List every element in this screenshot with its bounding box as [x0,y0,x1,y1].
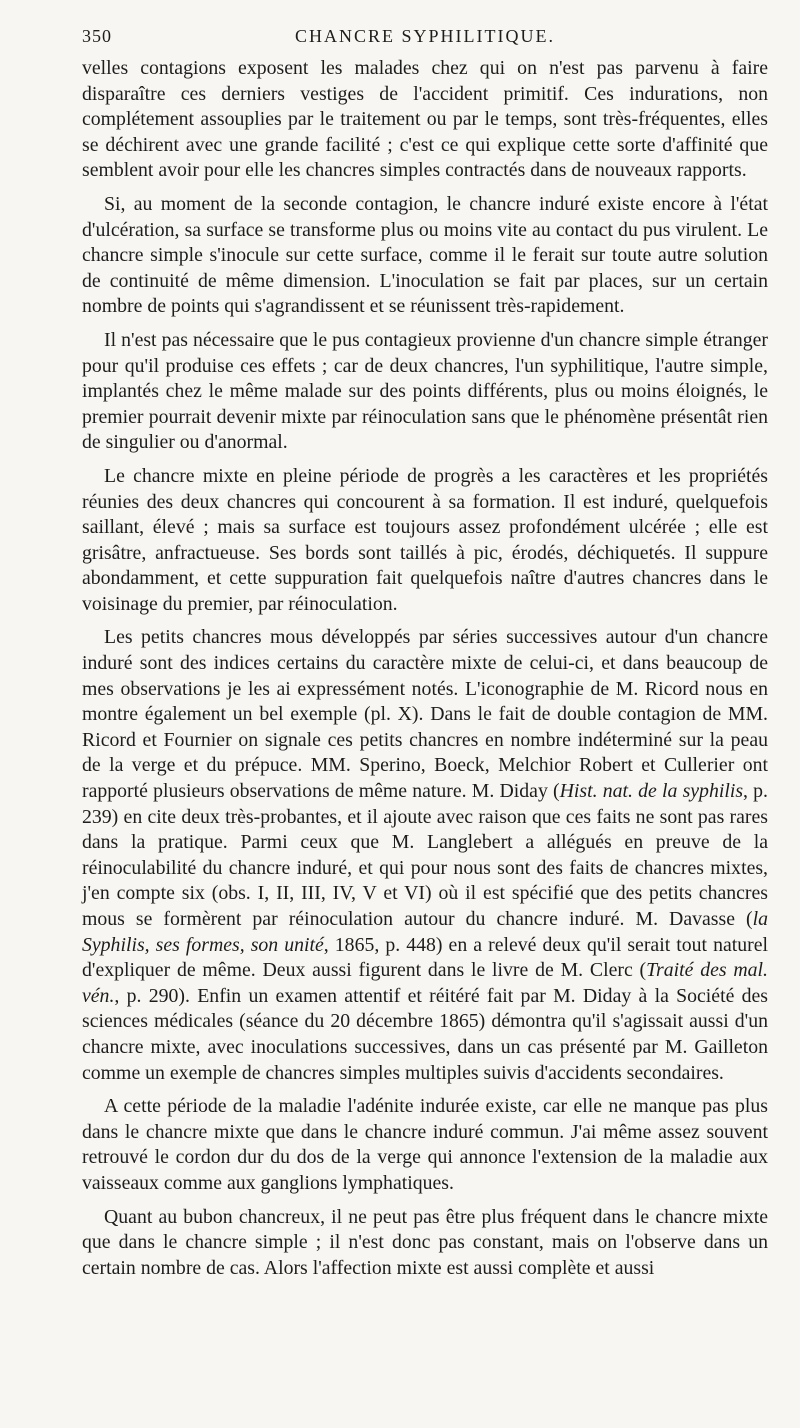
citation-title: Traité des mal. vén. [82,959,768,1007]
running-head [82,22,768,52]
book-page [82,22,768,1289]
citation-title: Hist. nat. de la syphilis [559,780,744,803]
paragraph-continuation: velles contagions exposent les malades chez qui on n'est pas parvenu à faire disparaître ces derniers vestiges de l'accident primitif. Ces indurations, non complétement assouplies par le traitement ou par le temps, sont très-fréquentes, elles se déchirent avec une grande facilité ; c'est ce qui explique cette sorte d'affinité que semblent avoir pour elle les chancres simples contractés dans de nouveaux rapports. [82,57,768,182]
text-run: Les petits chancres mous développés par séries successives autour d'un chancre induré sont des indices certains du caractère mixte de celui-ci, et dans beaucoup de mes observations je les ai expressément notés. L'iconographie de M. Ricord nous en montre également un bel exemple (pl. X). Dans le fait de double contagion de MM. Ricord et Fournier on signale ces petits chancres en nombre indéterminé sur la peau de la verge et du prépuce. MM. Sperino, Boeck, Melchior Robert et Cullerier ont rapporté plusieurs observations de même nature. M. Diday [82,626,768,803]
running-title: CHANCRE SYPHILITIQUE. [295,26,555,46]
page-number: 350 [82,26,112,46]
paragraph-second-contagion: Si, au moment de la seconde contagion, le chancre induré existe encore à l'état d'ulcération, sa surface se transforme plus ou moins vite au contact du pus virulent. Le chancre simple s'inocule sur cette surface, comme il le ferait sur toute autre solution de continuité de même dimension. L'inoculation se fait par places, sur un certain nombre de points qui s'agrandissent et se réunissent très-rapidement. [82,192,768,318]
text-run: , p. 239) en cite deux très-probantes, et il ajoute avec raison que ces faits ne sont pas rares dans la pratique. Parmi ceux que M. Langlebert a allégués en preuve de la réinoculabilité du chancre induré, et qui pour nous sont des faits de chancres mixtes, j'en compte six (obs. I, II, III, IV, V et VI) où il est spécifié que des petits chancres mous se formèrent par réinoculation autour du chancre induré. M. Davasse [82,780,768,930]
paragraph-soft-chancres-series: Les petits chancres mous développés par séries successives autour d'un chancre induré sont des indices certains du caractère mixte de celui-ci, et dans beaucoup de mes observations je les ai expressément notés. L'iconographie de M. Ricord nous en montre également un bel exemple (pl. X). Dans le fait de double contagion de MM. Ricord et Fournier on signale ces petits chancres en nombre indéterminé sur la peau de la verge et du prépuce. MM. Sperino, Boeck, Melchior Robert et Cullerier ont rapporté plusieurs observations de même nature. M. Diday (Hist. nat. de la syphilis, p. 239) en cite deux très-probantes, et il ajoute avec raison que ces faits ne sont pas rares dans la pratique. Parmi ceux que M. Langlebert a allégués en preuve de la réinoculabilité du chancre induré, et qui pour nous sont des faits de chancres mixtes, j'en compte six (obs. I, II, III, IV, V et VI) où il est spécifié que des petits chancres mous se formèrent par réinoculation autour du chancre induré. M. Davasse (la Syphilis, ses formes, son unité, 1865, p. 448) en a relevé deux qu'il serait tout naturel d'expliquer de même. Deux aussi figurent dans le livre de M. Clerc (Traité des mal. vén., p. 290). Enfin un examen attentif et réitéré fait par M. Diday à la Société des sciences médicales (séance du 20 décembre 1865) démontra qu'il s'agissait aussi d'un chancre mixte, avec inoculations successives, dans un cas présenté par M. Gailleton comme un exemple de chancres simples multiples suivis d'accidents secondaires. [82,626,768,1084]
paragraph-mixed-chancre-characters: Le chancre mixte en pleine période de progrès a les caractères et les propriétés réunies des deux chancres qui concourent à sa formation. Il est induré, quelquefois saillant, élevé ; mais sa surface est toujours assez profondément ulcérée ; elle est grisâtre, anfractueuse. Ses bords sont taillés à pic, érodés, déchiquetés. Il suppure abondamment, et cette suppuration fait quelquefois naître d'autres chancres dans le voisinage du premier, par réinoculation. [82,464,768,615]
citation-title: la Syphilis, ses formes, son unité [82,908,768,956]
paragraph-adenitis: A cette période de la maladie l'adénite indurée existe, car elle ne manque pas plus dans le chancre mixte que dans le chancre induré commun. J'ai même assez souvent retrouvé le cordon dur du dos de la verge qui annonce l'extension de la maladie aux vaisseaux comme aux ganglions lymphatiques. [82,1095,768,1194]
text-run: , p. 290). Enfin un examen attentif et réitéré fait par M. Diday à la Société des sciences médicales (séance du 20 décembre 1865) démontra qu'il s'agissait aussi d'un chancre mixte, avec inoculations successives, dans un cas présenté par M. Gailleton comme un exemple de chancres simples multiples suivis d'accidents secondaires. [82,984,768,1084]
paragraph-chancrous-bubo: Quant au bubon chancreux, il ne peut pas être plus fréquent dans le chancre mixte que dans le chancre simple ; il n'est donc pas constant, mais on l'observe dans un certain nombre de cas. Alors l'affection mixte est aussi complète et aussi [82,1205,768,1279]
text-run: , 1865, p. 448) en a relevé deux qu'il serait tout naturel d'expliquer de même. Deux aussi figurent dans le livre de M. Clerc [82,933,768,982]
paragraph-contagious-pus: Il n'est pas nécessaire que le pus contagieux provienne d'un chancre simple étranger pour qu'il produise ces effets ; car de deux chancres, l'un syphilitique, l'autre simple, implantés chez le même malade sur des points différents, plus ou moins éloignés, le premier pourrait devenir mixte par réinoculation sans que le phénomène présentât rien de singulier ou d'anormal. [82,328,768,454]
